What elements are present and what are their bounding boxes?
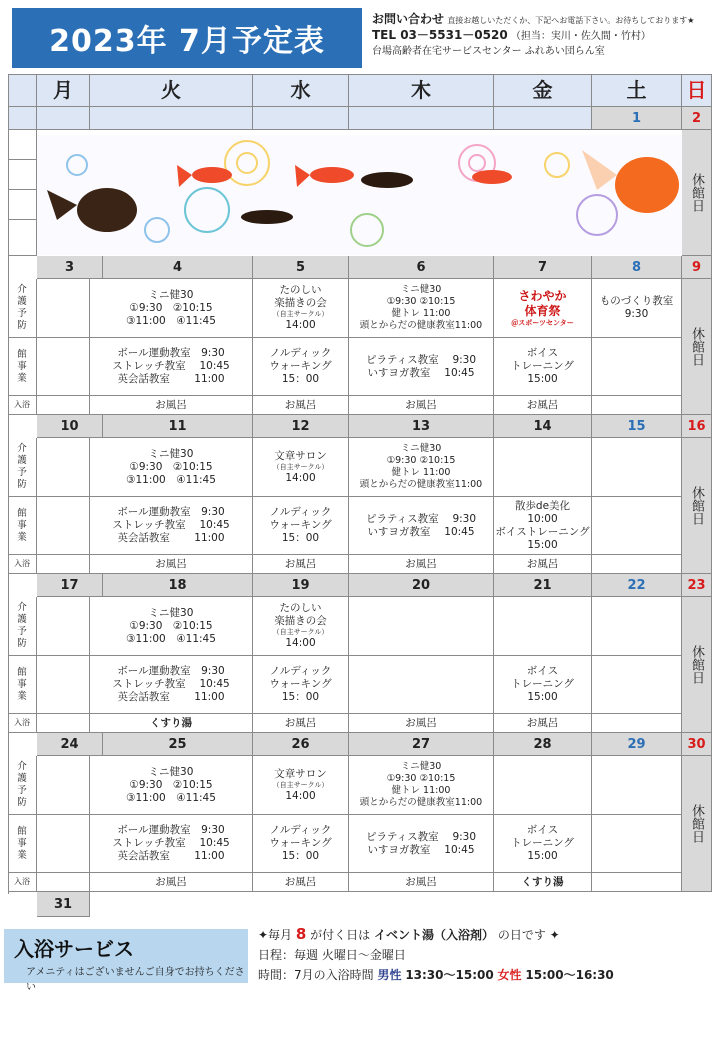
bath-sat xyxy=(592,714,682,733)
closed-day-label: 休館日 xyxy=(682,597,712,733)
date-cell: 11 xyxy=(103,415,253,438)
kaigo-fri xyxy=(494,756,592,815)
date-cell: 17 xyxy=(37,574,103,597)
kan-sat xyxy=(592,338,682,396)
kaigo-wed xyxy=(253,756,349,815)
bath-fri: お風呂 xyxy=(494,396,592,415)
weekday-header-mon: 月 xyxy=(37,74,90,107)
weekday-header-tue: 火 xyxy=(90,74,253,107)
kaigo-wed xyxy=(253,597,349,656)
bath-tue: お風呂 xyxy=(90,396,253,415)
kan-sat xyxy=(592,815,682,873)
closed-day-label: 休館日 xyxy=(682,756,712,892)
kaigo-wed-wed: 文章サロン xyxy=(274,449,327,462)
male-time: 13:30～15:00 xyxy=(405,968,494,982)
event-name: イベント湯（入浴剤） xyxy=(374,928,495,942)
kan-fri: ボイス トレーニング 15:00 xyxy=(494,656,592,714)
kan-wed: ノルディック ウォーキング 15：00 xyxy=(253,497,349,555)
date-cell: 16 xyxy=(682,415,712,438)
date-cell-first-sat: 1 xyxy=(592,107,682,130)
kaigo-wed xyxy=(253,438,349,497)
date-cell-first-sun: 2 xyxy=(682,107,712,130)
kaigo-wed-wed-time: 14:00 xyxy=(285,789,316,802)
kaigo-wed-wed-note: （自主サークル） xyxy=(272,310,329,318)
kan-thu: ピラティス教室 9:30 いすヨガ教室 10:45 xyxy=(349,815,494,873)
bath-thu: お風呂 xyxy=(349,555,494,574)
date-cell: 20 xyxy=(349,574,494,597)
bath-wed: お風呂 xyxy=(253,714,349,733)
kaigo-fri xyxy=(494,597,592,656)
kaigo-tue: ミニ健30 ①9:30 ②10:15 ③11:00 ④11:45 xyxy=(90,438,253,497)
row-label-kan: 館 事 業 xyxy=(8,656,37,714)
staff-names: （担当：実川・佐久間・竹村） xyxy=(510,31,651,42)
date-cell: 12 xyxy=(253,415,349,438)
kan-sat xyxy=(592,497,682,555)
date-cell-first-tue xyxy=(90,107,253,130)
contact-label: お問い合わせ xyxy=(372,12,445,26)
date-cell: 14 xyxy=(494,415,592,438)
bath-mon xyxy=(37,396,90,415)
bath-mon xyxy=(37,714,90,733)
date-cell: 15 xyxy=(592,415,682,438)
weekday-header-wed: 水 xyxy=(253,74,349,107)
closed-day-label: 休館日 xyxy=(682,130,712,256)
male-label: 男性 xyxy=(377,968,402,982)
date-cell: 4 xyxy=(103,256,253,279)
date-cell: 5 xyxy=(253,256,349,279)
kan-wed: ノルディック ウォーキング 15：00 xyxy=(253,815,349,873)
schedule-line: 日程：毎週 火曜日～金曜日 xyxy=(258,948,406,962)
kaigo-wed-wed-note: （自主サークル） xyxy=(272,780,329,789)
date-cell: 10 xyxy=(37,415,103,438)
kan-fri: ボイス トレーニング 15:00 xyxy=(494,338,592,396)
bath-tue: お風呂 xyxy=(90,873,253,892)
first-week-label xyxy=(8,107,37,130)
kan-thu xyxy=(349,656,494,714)
bath-wed: お風呂 xyxy=(253,555,349,574)
date-cell: 3 xyxy=(37,256,103,279)
tel-number: TEL 03－5531－0520 xyxy=(372,28,508,42)
time-line xyxy=(258,965,614,985)
kan-sat xyxy=(592,656,682,714)
row-label-bath: 入浴 xyxy=(8,873,37,892)
row-label-kan: 館 事 業 xyxy=(8,338,37,396)
date-cell: 25 xyxy=(103,733,253,756)
kan-tue: ボール運動教室 9:30 ストレッチ教室 10:45 英会話教室 11:00 xyxy=(90,497,253,555)
date-cell: 28 xyxy=(494,733,592,756)
banner-label-4 xyxy=(8,220,37,256)
contact-note: 直接お越しいただくか、下記へお電話下さい。お待ちしております★ xyxy=(447,16,695,25)
banner-label-2 xyxy=(8,160,37,190)
date-cell-first-wed xyxy=(253,107,349,130)
kan-fri: ボイス トレーニング 15:00 xyxy=(494,815,592,873)
date-cell: 13 xyxy=(349,415,494,438)
kaigo-wed-wed: たのしい 楽描きの会 xyxy=(274,602,327,627)
kaigo-mon xyxy=(37,597,90,656)
bath-mon xyxy=(37,555,90,574)
row-label-bath: 入浴 xyxy=(8,396,37,415)
female-label: 女性 xyxy=(497,968,522,982)
bath-fri: お風呂 xyxy=(494,555,592,574)
closed-day-label: 休館日 xyxy=(682,279,712,415)
date-cell: 6 xyxy=(349,256,494,279)
kaigo-thu: ミニ健30 ①9:30 ②10:15 健トレ 11:00 頭とからだの健康教室11:00 xyxy=(349,756,494,815)
kan-thu: ピラティス教室 9:30 いすヨガ教室 10:45 xyxy=(349,338,494,396)
kan-mon xyxy=(37,497,90,555)
kan-mon xyxy=(37,656,90,714)
bath-tue: くすり湯 xyxy=(90,714,253,733)
date-cell: 30 xyxy=(682,733,712,756)
kan-fri: 散歩de美化 10:00 ボイストレーニング 15:00 xyxy=(494,497,592,555)
kan-wed: ノルディック ウォーキング 15：00 xyxy=(253,656,349,714)
bath-thu: お風呂 xyxy=(349,873,494,892)
date-cell: 18 xyxy=(103,574,253,597)
date-cell: 27 xyxy=(349,733,494,756)
kaigo-wed-wed: たのしい 楽描きの会 xyxy=(274,284,327,309)
row-label-bath: 入浴 xyxy=(8,555,37,574)
row-label-kaigo: 介 護 予 防 xyxy=(8,597,37,656)
date-cell: 19 xyxy=(253,574,349,597)
kaigo-tue: ミニ健30 ①9:30 ②10:15 ③11:00 ④11:45 xyxy=(90,597,253,656)
kan-mon xyxy=(37,338,90,396)
row-label-kaigo: 介 護 予 防 xyxy=(8,438,37,497)
kan-tue: ボール運動教室 9:30 ストレッチ教室 10:45 英会話教室 11:00 xyxy=(90,338,253,396)
kaigo-wed-wed-note: （自主サークル） xyxy=(272,628,329,636)
kaigo-tue: ミニ健30 ①9:30 ②10:15 ③11:00 ④11:45 xyxy=(90,279,253,338)
date-cell: 21 xyxy=(494,574,592,597)
row-label-bath: 入浴 xyxy=(8,714,37,733)
bath-fri: お風呂 xyxy=(494,714,592,733)
kaigo-mon xyxy=(37,438,90,497)
header-corner xyxy=(8,74,37,107)
bath-service-box xyxy=(4,929,248,993)
row-label-kan: 館 事 業 xyxy=(8,497,37,555)
row-label-kaigo: 介 護 予 防 xyxy=(8,756,37,815)
closed-day-label: 休館日 xyxy=(682,438,712,574)
bath-sat xyxy=(592,555,682,574)
event-suffix: の日です ✦ xyxy=(497,928,560,942)
kan-tue: ボール運動教室 9:30 ストレッチ教室 10:45 英会話教室 11:00 xyxy=(90,815,253,873)
event-number: 8 xyxy=(295,925,307,943)
bath-service-heading: 入浴サービス xyxy=(14,937,134,961)
banner-label-3 xyxy=(8,190,37,220)
kaigo-sat: ものづくり教室 9:30 xyxy=(592,279,682,338)
date-cell: 24 xyxy=(37,733,103,756)
kaigo-tue: ミニ健30 ①9:30 ②10:15 ③11:00 ④11:45 xyxy=(90,756,253,815)
goldfish-fireworks-banner xyxy=(37,135,682,255)
kaigo-sat xyxy=(592,597,682,656)
page-title: 2023年 7月予定表 xyxy=(12,8,362,68)
kaigo-fri-event: さわやか 体育祭 xyxy=(518,288,567,318)
banner-label-1 xyxy=(8,130,37,160)
female-time: 15:00～16:30 xyxy=(525,968,614,982)
calendar-grid xyxy=(8,74,712,912)
date-cell: 8 xyxy=(592,256,682,279)
kan-mon xyxy=(37,815,90,873)
bath-wed: お風呂 xyxy=(253,396,349,415)
kaigo-sat xyxy=(592,756,682,815)
time-prefix: 時間：7月の入浴時間 xyxy=(258,968,374,982)
bath-sat xyxy=(592,873,682,892)
contact-info xyxy=(372,12,712,59)
kaigo-sat xyxy=(592,438,682,497)
kaigo-thu: ミニ健30 ①9:30 ②10:15 健トレ 11:00 頭とからだの健康教室11:00 xyxy=(349,438,494,497)
bath-info xyxy=(258,924,614,985)
date-cell: 26 xyxy=(253,733,349,756)
kaigo-wed-wed-note: （自主サークル） xyxy=(272,462,329,471)
bath-sat xyxy=(592,396,682,415)
event-prefix: ✦毎月 xyxy=(258,928,293,942)
date-cell: 22 xyxy=(592,574,682,597)
bath-fri: くすり湯 xyxy=(494,873,592,892)
weekday-header-sun: 日 xyxy=(682,74,712,107)
date-cell: 7 xyxy=(494,256,592,279)
date-cell: 9 xyxy=(682,256,712,279)
kaigo-fri xyxy=(494,279,592,338)
bath-service-subtext: アメニティはございませんご自身でお持ちください xyxy=(26,967,245,993)
date-cell: 29 xyxy=(592,733,682,756)
kan-wed: ノルディック ウォーキング 15：00 xyxy=(253,338,349,396)
center-name: 台場高齢者在宅サービスセンター ふれあい団らん室 xyxy=(372,46,605,57)
kaigo-wed-wed: 文章サロン xyxy=(274,767,327,780)
kaigo-thu xyxy=(349,597,494,656)
kaigo-thu: ミニ健30 ①9:30 ②10:15 健トレ 11:00 頭とからだの健康教室11:00 xyxy=(349,279,494,338)
bath-tue: お風呂 xyxy=(90,555,253,574)
date-cell: 23 xyxy=(682,574,712,597)
bath-thu: お風呂 xyxy=(349,714,494,733)
event-line xyxy=(258,924,614,945)
weekday-header-thu: 木 xyxy=(349,74,494,107)
date-cell-first-thu xyxy=(349,107,494,130)
row-label-kan: 館 事 業 xyxy=(8,815,37,873)
bath-mon xyxy=(37,873,90,892)
kan-thu: ピラティス教室 9:30 いすヨガ教室 10:45 xyxy=(349,497,494,555)
date-cell-31: 31 xyxy=(37,892,90,917)
bath-thu: お風呂 xyxy=(349,396,494,415)
kaigo-mon xyxy=(37,279,90,338)
bath-wed: お風呂 xyxy=(253,873,349,892)
kaigo-fri xyxy=(494,438,592,497)
kaigo-fri-note: ＠スポーツセンター xyxy=(511,318,574,327)
kaigo-wed-wed-time: 14:00 xyxy=(285,471,316,484)
weekday-header-fri: 金 xyxy=(494,74,592,107)
kan-tue: ボール運動教室 9:30 ストレッチ教室 10:45 英会話教室 11:00 xyxy=(90,656,253,714)
weekday-header-sat: 土 xyxy=(592,74,682,107)
date-cell-first-mon xyxy=(37,107,90,130)
kaigo-wed-wed-time: 14:00 xyxy=(285,637,316,649)
kaigo-mon xyxy=(37,756,90,815)
row-label-kaigo: 介 護 予 防 xyxy=(8,279,37,338)
date-cell-first-fri xyxy=(494,107,592,130)
event-mid: が付く日は xyxy=(310,928,371,942)
kaigo-wed-wed-time: 14:00 xyxy=(285,319,316,331)
kaigo-wed xyxy=(253,279,349,338)
